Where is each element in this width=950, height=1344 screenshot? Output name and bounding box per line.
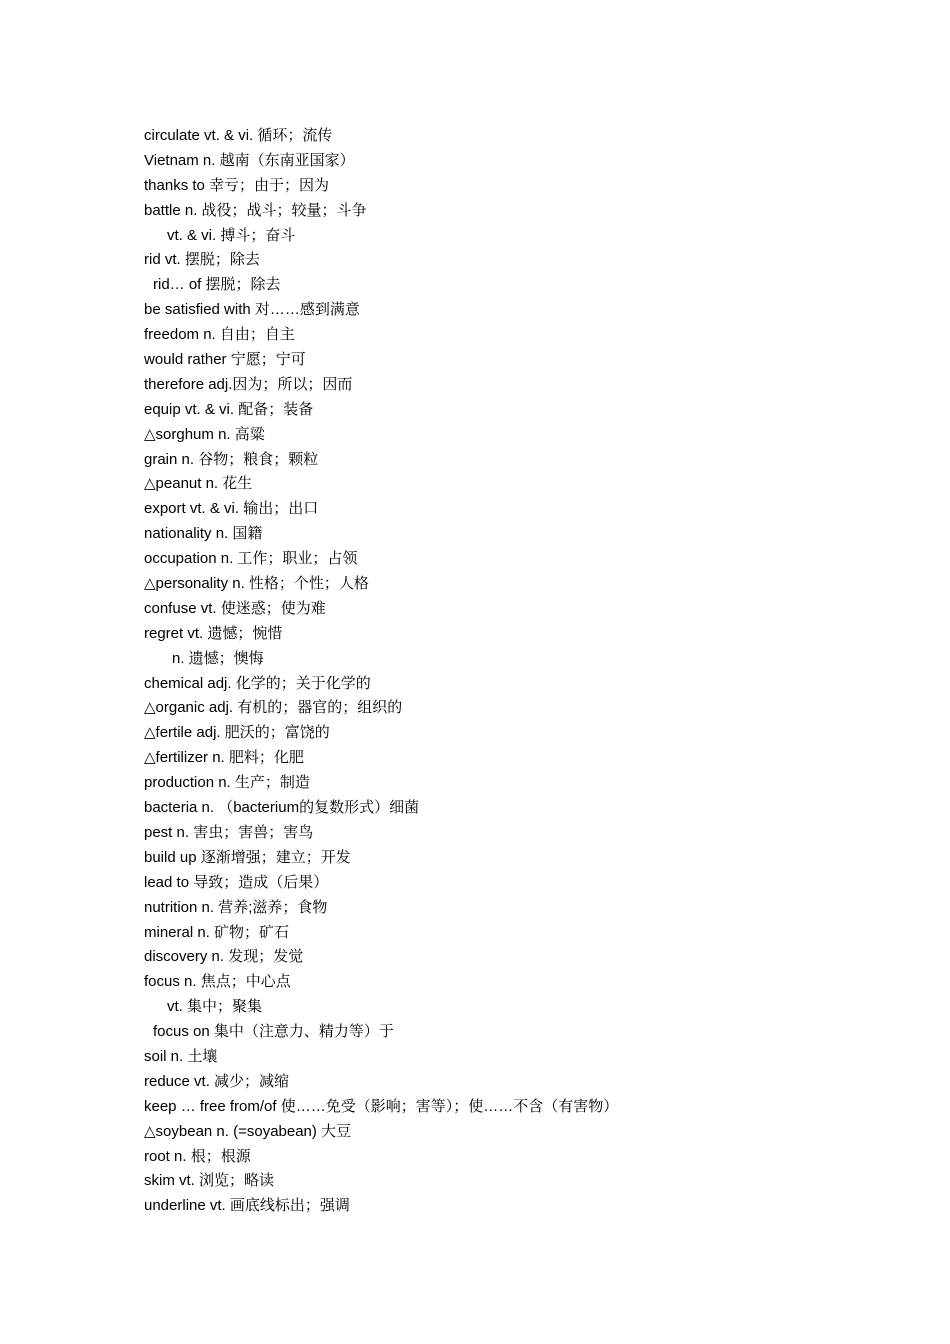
vocab-entry: underline vt. 画底线标出；强调 [144, 1197, 350, 1215]
vocab-entry: regret vt. 遗憾；惋惜 [144, 624, 283, 642]
vocab-entry: △personality n. 性格；个性；人格 [144, 575, 369, 593]
vocab-entry: reduce vt. 减少；减缩 [144, 1072, 290, 1090]
vocab-entry: freedom n. 自由；自主 [144, 326, 295, 344]
vocab-entry: pest n. 害虫；害兽；害鸟 [144, 823, 314, 841]
vocab-entry: Vietnam n. 越南（东南亚国家） [144, 151, 355, 169]
vocab-entry: △soybean n. (=soyabean) 大豆 [144, 1122, 352, 1140]
vocab-entry: rid… of 摆脱；除去 [153, 276, 281, 294]
vocabulary-list [144, 124, 904, 1219]
vocab-entry: root n. 根；根源 [144, 1147, 251, 1165]
vocab-entry: focus n. 焦点；中心点 [144, 973, 291, 991]
vocab-entry: bacteria n. （bacterium的复数形式）细菌 [144, 799, 420, 817]
vocab-entry: circulate vt. & vi. 循环；流传 [144, 127, 333, 144]
vocab-entry: battle n. 战役；战斗；较量；斗争 [144, 201, 367, 219]
vocab-entry: production n. 生产；制造 [144, 774, 310, 792]
vocab-entry: △organic adj. 有机的；器官的；组织的 [144, 699, 403, 717]
vocab-entry: △peanut n. 花生 [144, 475, 253, 493]
vocab-entry: △sorghum n. 高粱 [144, 425, 265, 443]
vocab-entry: equip vt. & vi. 配备；装备 [144, 400, 314, 418]
vocab-entry: grain n. 谷物；粮食；颗粒 [144, 450, 319, 468]
vocab-entry: mineral n. 矿物；矿石 [144, 923, 290, 941]
vocab-entry: chemical adj. 化学的；关于化学的 [144, 674, 371, 692]
vocab-entry: would rather 宁愿；宁可 [144, 351, 306, 369]
vocab-entry: focus on 集中（注意力、精力等）于 [153, 1023, 394, 1041]
vocab-entry: △fertile adj. 肥沃的；富饶的 [144, 724, 330, 742]
vocab-entry: export vt. & vi. 输出；出口 [144, 500, 319, 518]
vocab-entry: build up 逐渐增强；建立；开发 [144, 848, 351, 866]
vocab-entry: be satisfied with 对……感到满意 [144, 301, 360, 319]
vocab-entry: thanks to 幸亏；由于；因为 [144, 176, 330, 194]
vocab-entry: vt. & vi. 搏斗；奋斗 [167, 226, 296, 244]
vocab-entry: n. 遗憾；懊悔 [172, 649, 264, 667]
vocab-entry: skim vt. 浏览；略读 [144, 1172, 274, 1190]
vocab-entry: therefore adj.因为；所以；因而 [144, 375, 353, 393]
vocab-entry: lead to 导致；造成（后果） [144, 873, 329, 891]
vocab-entry: soil n. 土壤 [144, 1047, 218, 1065]
vocab-entry: nationality n. 国籍 [144, 525, 263, 543]
vocab-entry: rid vt. 摆脱；除去 [144, 251, 260, 269]
vocab-entry: keep … free from/of 使……免受（影响；害等）；使……不含（有害物） [144, 1097, 619, 1115]
vocab-entry: vt. 集中；聚集 [167, 998, 263, 1016]
vocab-entry: nutrition n. 营养;滋养；食物 [144, 898, 328, 916]
vocab-entry: discovery n. 发现；发觉 [144, 948, 304, 966]
vocab-entry: △fertilizer n. 肥料；化肥 [144, 749, 304, 767]
vocab-entry: confuse vt. 使迷惑；使为难 [144, 599, 326, 617]
vocab-entry: occupation n. 工作；职业；占领 [144, 550, 358, 568]
